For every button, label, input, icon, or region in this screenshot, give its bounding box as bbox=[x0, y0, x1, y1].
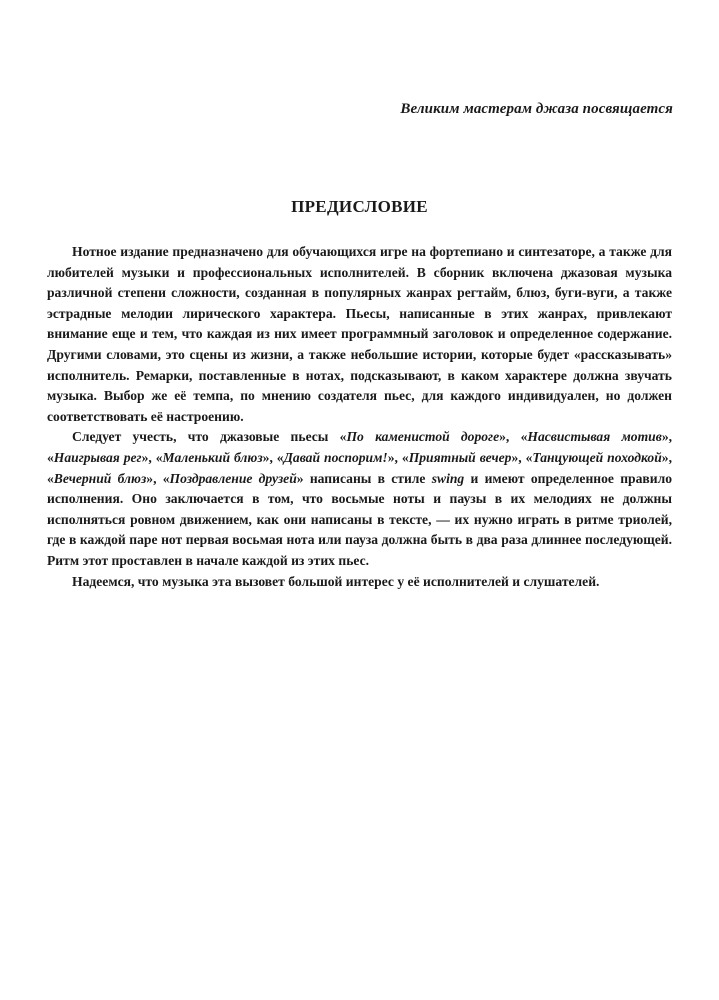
italic-title: По каменистой дороге bbox=[346, 429, 500, 445]
page-title: ПРЕДИСЛОВИЕ bbox=[291, 197, 428, 216]
italic-title: Вечерний блюз bbox=[53, 470, 147, 486]
text-run: », « bbox=[47, 429, 673, 465]
text-run: », « bbox=[387, 449, 409, 465]
paragraph bbox=[47, 242, 672, 427]
text-run: » написаны в стиле bbox=[296, 470, 432, 486]
text-run: », « bbox=[511, 449, 533, 465]
italic-title: swing bbox=[431, 470, 465, 486]
text-run: », « bbox=[141, 449, 163, 465]
text-run: », « bbox=[146, 470, 170, 486]
text-run: », « bbox=[47, 449, 672, 486]
italic-title: Насвистывая мотив bbox=[527, 429, 662, 445]
text-run: », « bbox=[499, 429, 528, 445]
preface-body bbox=[47, 242, 672, 592]
italic-title: Наигрывая рег bbox=[53, 449, 142, 465]
paragraph bbox=[47, 572, 672, 593]
italic-title: Давай поспорим! bbox=[283, 449, 388, 465]
italic-title: Приятный вечер bbox=[408, 449, 512, 465]
italic-title: Маленький блюз bbox=[162, 449, 263, 465]
text-run: и имеют определенное правило исполнения. Оно заключается в том, что восьмые ноты и паузы в их мелодиях не должны исполняться ровном движением, как они написаны в тексте, — их нужно играть в ритме триолей, где в каждой паре нот первая восьмая нота или пауза должна быть в два раза длиннее последующей. Ритм этот проставлен в начале каждой из этих пьес. bbox=[47, 470, 672, 568]
text-run: », « bbox=[262, 449, 284, 465]
italic-title: Танцующей походкой bbox=[532, 449, 662, 465]
text-run: Следует учесть, что джазовые пьесы « bbox=[72, 429, 347, 445]
italic-title: Поздравление друзей bbox=[169, 470, 297, 486]
text-run: Надеемся, что музыка эта вызовет большой интерес у её исполнителей и слушателей. bbox=[72, 573, 600, 589]
dedication: Великим мастерам джаза посвящается bbox=[400, 101, 673, 117]
paragraph bbox=[47, 427, 672, 571]
text-run: Нотное издание предназначено для обучающихся игре на фортепиано и синтезаторе, а также для любителей музыки и профессиональных исполнителей. В сборник включена джазовая музыка различной степени сложности, созданная в популярных жанрах регтайм, блюз, буги-вуги, а также эстрадные мелодии лирического характера. Пьесы, написанные в этих жанрах, привлекают внимание еще и тем, что каждая из них имеет программный заголовок и определенное содержание. Другими словами, это сцены из жизни, а также небольшие истории, которые будет «рассказывать» исполнитель. Ремарки, поставленные в нотах, подсказывают, в каком характере должна звучать музыка. Выбор же её темпа, по мнению создателя пьес, для каждого индивидуален, но должен соответствовать её настроению. bbox=[47, 244, 672, 424]
